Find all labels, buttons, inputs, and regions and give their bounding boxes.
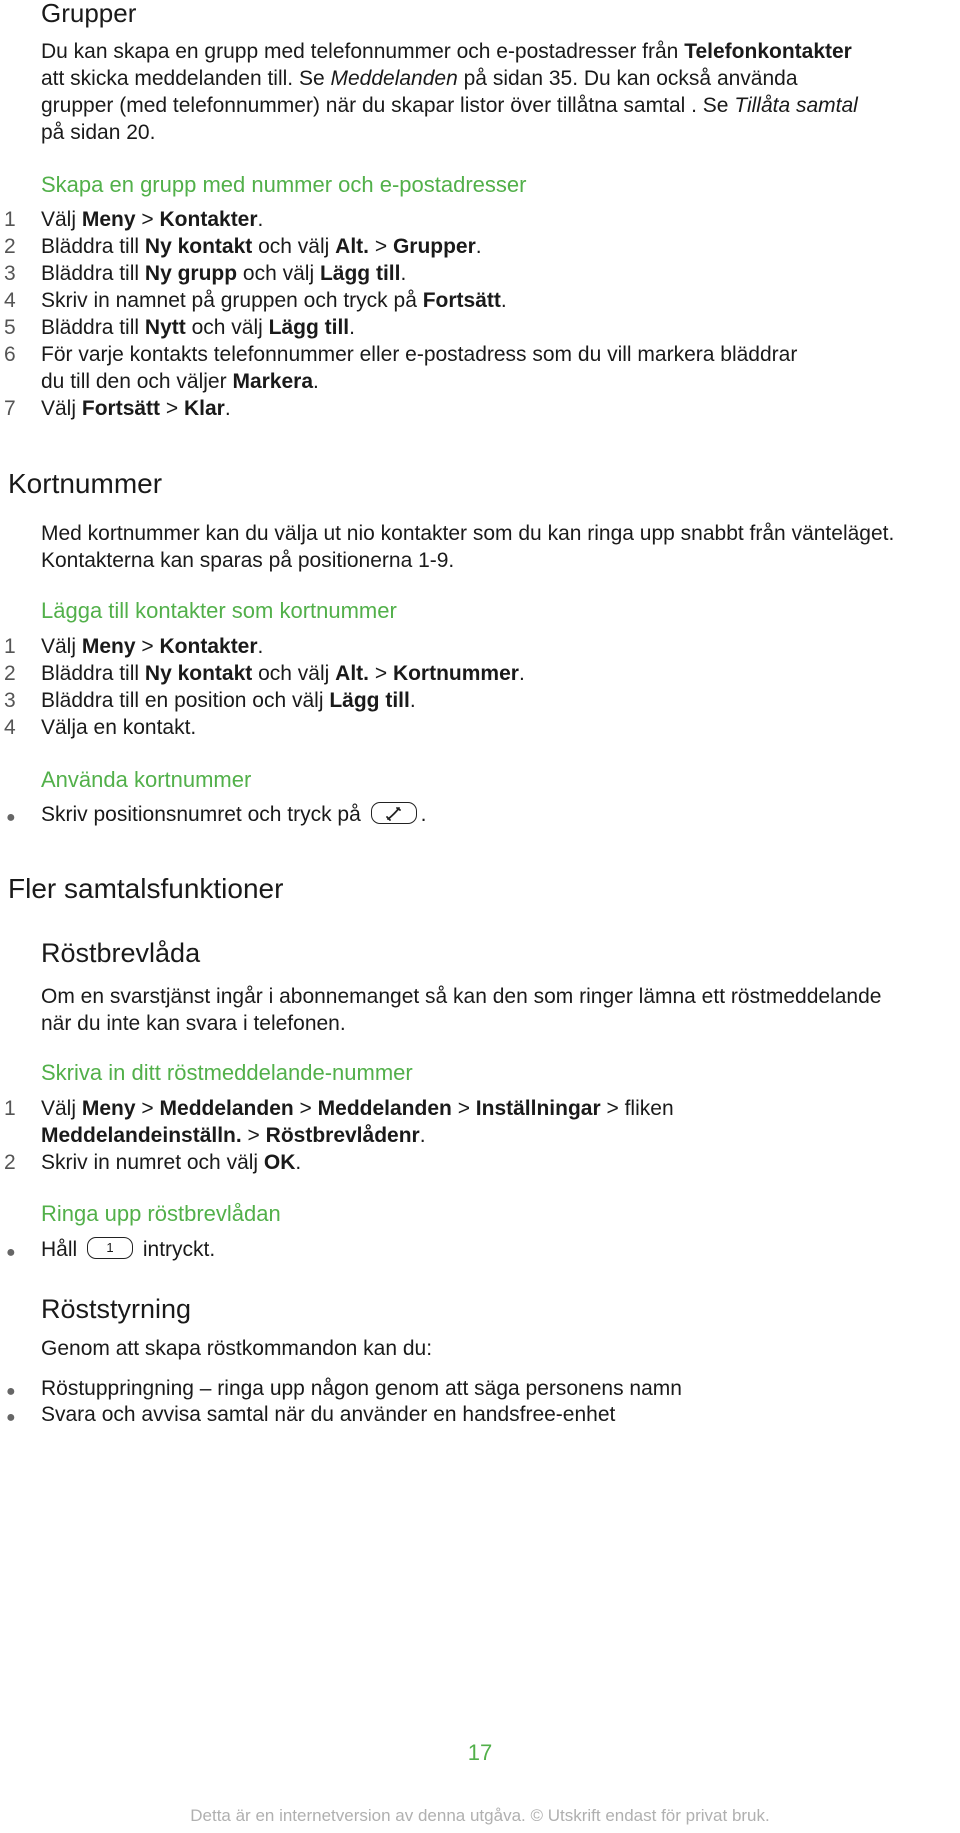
kortnummer-subheading-add: Lägga till kontakter som kortnummer xyxy=(41,598,397,623)
list-item: 6 För varje kontakts telefonnummer eller e-postadress som du vill markera bläddrar du till den och väljer Markera. xyxy=(4,343,798,393)
list-item: 7 Välj Fortsätt > Klar. xyxy=(4,397,231,420)
list-item: 1 Välj Meny > Kontakter. xyxy=(4,208,264,231)
list-item: 4 Skriv in namnet på gruppen och tryck på Fortsätt. xyxy=(4,289,507,312)
grupper-intro: Du kan skapa en grupp med telefonnummer och e-postadresser från Telefonkontakter att skicka meddelanden till. Se Meddelanden på sidan 35. Du kan också använda grupper (med telefonnummer) när du skapar listor över tillåtna samtal . Se Tillåta samtal på sidan 20. xyxy=(41,40,858,144)
rostbrevlada-heading: Röstbrevlåda xyxy=(41,938,201,968)
page-number: 17 xyxy=(467,1740,493,1765)
grupper-subheading: Skapa en grupp med nummer och e-postadresser xyxy=(41,172,527,197)
roststyrning-heading: Röststyrning xyxy=(41,1294,192,1324)
footer-text: Detta är en internetversion av denna utgåva. © Utskrift endast för privat bruk. xyxy=(190,1806,770,1825)
ringa-subheading: Ringa upp röstbrevlådan xyxy=(41,1201,281,1226)
list-item: 2 Bläddra till Ny kontakt och välj Alt. > Grupper. xyxy=(4,235,482,258)
roststyrning-bullets xyxy=(0,1375,920,1427)
list-item: 2 Skriv in numret och välj OK. xyxy=(4,1151,302,1174)
list-item: ● Svara och avvisa samtal när du använder en handsfree-enhet xyxy=(6,1403,616,1426)
rostnummer-subheading: Skriva in ditt röstmeddelande-nummer xyxy=(41,1060,413,1085)
list-item: ● Håll 1 intryckt. xyxy=(6,1238,216,1261)
list-item: 3 Bläddra till Ny grupp och välj Lägg till. xyxy=(4,262,407,285)
kortnummer-heading: Kortnummer xyxy=(8,468,163,499)
list-item: 1 Välj Meny > Kontakter. xyxy=(4,635,264,658)
grupper-steps xyxy=(0,206,920,422)
list-item: 1 Välj Meny > Meddelanden > Meddelanden > Inställningar > fliken Meddelandeinställn. > Röstbrevlådenr. xyxy=(4,1097,674,1147)
list-item: 3 Bläddra till en position och välj Lägg till. xyxy=(4,689,416,712)
list-item: ● Skriv positionsnumret och tryck på . xyxy=(6,803,427,826)
rostnummer-steps xyxy=(0,1095,940,1176)
kortnummer-subheading-use: Använda kortnummer xyxy=(41,767,252,792)
kortnummer-steps xyxy=(0,633,920,741)
list-item: 5 Bläddra till Nytt och välj Lägg till. xyxy=(4,316,355,339)
list-item: 2 Bläddra till Ny kontakt och välj Alt. > Kortnummer. xyxy=(4,662,525,685)
list-item: ● Röstuppringning – ringa upp någon genom att säga personens namn xyxy=(6,1377,682,1400)
kortnummer-intro: Med kortnummer kan du välja ut nio kontakter som du kan ringa upp snabbt från vänteläget. Kontakterna kan sparas på positionerna 1-9. xyxy=(41,522,895,572)
rostbrevlada-intro: Om en svarstjänst ingår i abonnemanget så kan den som ringer lämna ett röstmeddelande när du inte kan svara i telefonen. xyxy=(41,985,882,1035)
list-item: 4 Välja en kontakt. xyxy=(4,716,197,739)
call-key-icon xyxy=(371,802,417,824)
key-1-icon: 1 xyxy=(87,1237,133,1259)
grupper-heading: Grupper xyxy=(41,0,137,28)
fler-heading: Fler samtalsfunktioner xyxy=(8,873,284,904)
roststyrning-intro: Genom att skapa röstkommandon kan du: xyxy=(41,1337,433,1360)
